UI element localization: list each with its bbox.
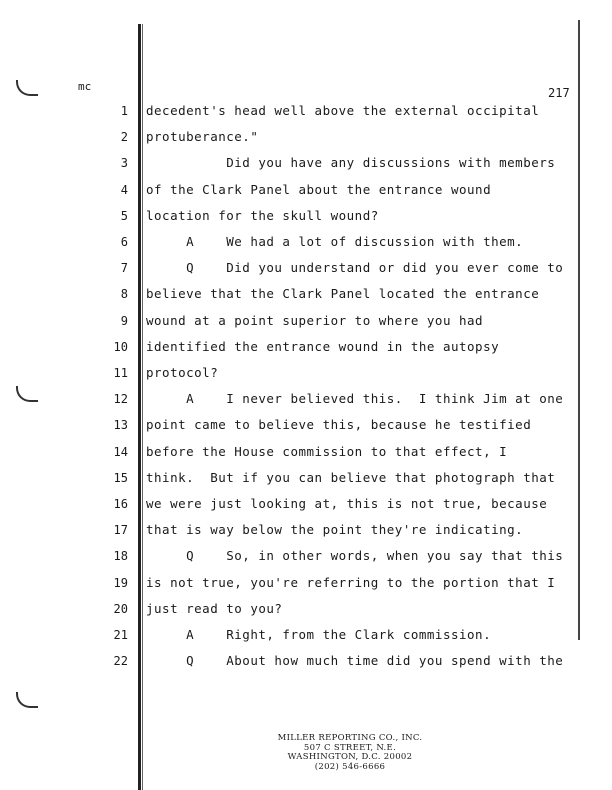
line-number: 3 — [120, 156, 128, 171]
line-text: is not true, you're referring to the portion that I — [146, 574, 556, 590]
line-number: 7 — [120, 261, 128, 276]
line-number: 15 — [113, 470, 128, 485]
footer-street: 507 C STREET, N.E. — [303, 742, 397, 753]
line-number: 11 — [113, 366, 128, 380]
line-number: 10 — [113, 339, 128, 354]
footer-city: WASHINGTON, D.C. 20002 — [287, 752, 413, 762]
line-text: protuberance." — [146, 129, 259, 145]
footer-phone: (202) 546-6666 — [314, 761, 386, 772]
line-number: 17 — [113, 523, 128, 538]
line-text: point came to believe this, because he testified — [146, 417, 532, 433]
line-number: 21 — [113, 628, 128, 642]
reporter-footer — [250, 734, 450, 772]
line-number: 4 — [120, 182, 128, 197]
line-text: just read to you? — [146, 600, 283, 616]
line-number: 16 — [113, 497, 128, 511]
line-text: think. But if you can believe that photograph that — [146, 469, 556, 485]
punch-hole-mark — [16, 692, 38, 708]
line-text: Q So, in other words, when you say that this — [146, 548, 564, 564]
line-number: 8 — [120, 287, 128, 302]
line-text: identified the entrance wound in the autopsy — [146, 338, 500, 354]
line-number: 20 — [113, 601, 128, 616]
line-text: before the House commission to that effect, I — [146, 443, 508, 459]
line-text: wound at a point superior to where you had — [146, 312, 484, 328]
line-number: 6 — [120, 235, 128, 249]
line-number: 22 — [113, 654, 128, 669]
footer-company: MILLER REPORTING CO., INC. — [277, 733, 423, 743]
line-number: 1 — [120, 104, 128, 118]
line-number: 2 — [120, 130, 128, 145]
line-text: A I never believed this. I think Jim at one — [146, 391, 564, 407]
punch-hole-mark — [16, 80, 38, 96]
left-margin-rule-inner — [142, 24, 143, 790]
page-number: 217 — [548, 86, 570, 100]
left-margin-rule — [138, 24, 141, 790]
line-text: Q Did you understand or did you ever come to — [146, 260, 564, 276]
line-number: 19 — [113, 575, 128, 590]
line-text: A Right, from the Clark commission. — [146, 627, 492, 642]
line-text: that is way below the point they're indicating. — [146, 522, 524, 538]
line-text: Did you have any discussions with members — [146, 155, 556, 171]
right-margin-rule — [578, 20, 580, 640]
line-text: Q About how much time did you spend with the — [146, 653, 564, 669]
line-text: of the Clark Panel about the entrance wound — [146, 181, 492, 197]
line-text: we were just looking at, this is not true, because — [146, 496, 548, 511]
line-number: 14 — [113, 444, 128, 459]
line-text: location for the skull wound? — [146, 207, 379, 223]
line-text: decedent's head well above the external occipital — [146, 103, 540, 118]
line-text: believe that the Clark Panel located the entrance — [146, 286, 540, 302]
punch-hole-mark — [16, 386, 38, 402]
line-number: 12 — [113, 392, 128, 407]
line-text: A We had a lot of discussion with them. — [146, 234, 524, 249]
line-number: 9 — [120, 313, 128, 328]
reporter-initials: mc — [78, 80, 92, 93]
line-number: 5 — [120, 208, 128, 223]
line-number: 13 — [113, 418, 128, 433]
line-text: protocol? — [146, 365, 219, 380]
line-number: 18 — [113, 549, 128, 564]
